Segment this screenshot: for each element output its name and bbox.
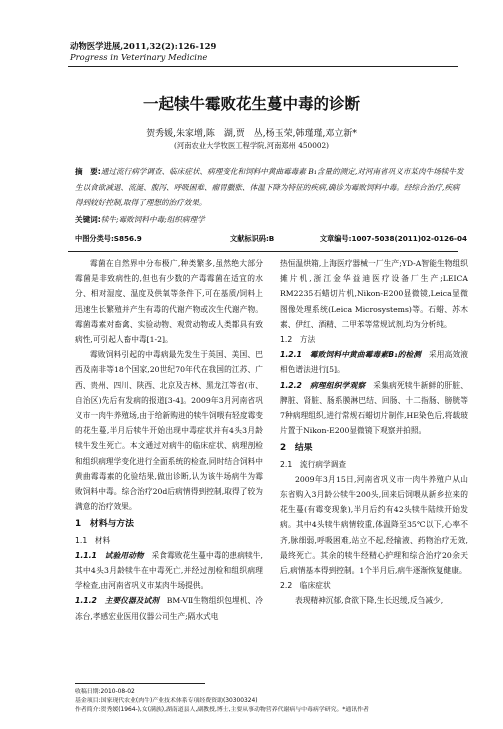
document-code: 文献标识码:B bbox=[230, 234, 275, 243]
journal-header-en: Progress in Veterinary Medicine bbox=[70, 52, 208, 62]
paragraph-label: 1.2.2 病理组织学观察 bbox=[280, 380, 366, 390]
paragraph-label: 1.2.1 霉败饲料中黄曲霉毒素B₁的检测 bbox=[280, 350, 422, 360]
keywords bbox=[75, 214, 467, 225]
clc-number: 中图分类号:S856.9 bbox=[75, 234, 142, 243]
body-paragraph: 霉菌在自然界中分布极广,种类繁多,虽然绝大部分霉菌是非致病性的,但也有少数的产毒霉菌在适宜的水分、相对湿度、温度及供氧等条件下,可在基质/饲料上迅速生长繁殖并产生有毒的代谢产物或次生代谢产物。霉菌毒素对畜禽、实验动物、观赏动物或人类都具有致病性,可引起人畜中毒[1-2]。 bbox=[75, 259, 263, 345]
section-heading: 1 材料与方法 bbox=[75, 519, 134, 530]
subsection-heading: 1.1 材料 bbox=[75, 535, 111, 545]
section-heading: 2 结果 bbox=[280, 443, 313, 454]
footnote bbox=[75, 688, 475, 716]
subsection-heading: 2.2 临床症状 bbox=[280, 581, 331, 591]
fund-note: 基金项目:国家现代农业(肉牛)产业技术体系专项经费资助(30300324) bbox=[75, 698, 258, 705]
section-rule bbox=[68, 251, 458, 252]
subsection-heading: 2.1 流行病学调查 bbox=[280, 459, 347, 469]
keywords-label: 关键词: bbox=[75, 215, 101, 224]
article-affiliation: (河南农业大学牧医工程学院,河南郑州 450002) bbox=[174, 141, 329, 150]
journal-header: 动物医学进展,2011,32(2):126-129 bbox=[70, 41, 217, 51]
body-paragraph: 2009年3月15日,河南省巩义市一肉牛养殖户从山东省购入3月龄公犊牛200头,回来后饲喂从新乡拉来的花生蔓(有霉变现象),半月后约有42头犊牛陆续开始发病。其中4头犊牛病情较重,体温降至35℃以下,心率不齐,脉细弱,呼吸困难,站立不起,经输液、药物治疗无效,最终死亡。其余的犊牛经精心护理和综合治疗20余天后,病情基本得到控制。1个半月后,病牛逐渐恢复健康。 bbox=[280, 474, 468, 576]
body-left-column bbox=[75, 256, 263, 624]
keywords-text: 犊牛;霉败饲料中毒;组织病理学 bbox=[100, 215, 205, 224]
classification-row bbox=[75, 234, 467, 246]
footnote-rule bbox=[75, 683, 205, 684]
subsection-heading: 1.2 方法 bbox=[280, 335, 316, 345]
article-title: 一起犊牛霉败花生蔓中毒的诊断 bbox=[142, 94, 360, 113]
article-number: 文章编号:1007-5038(2011)02-0126-04 bbox=[319, 234, 467, 243]
body-paragraph: 热恒温烘箱,上海医疗器械一厂生产;YD-A智能生物组织摊片机,浙江金华益迪医疗设备厂生产;LEICA RM2235石蜡切片机,Nikon-E200显微镜,Leica显微图像处理系统(Leica Microsystems)等。石蜡、苏木素、伊红、酒精、二甲苯等常规试剂,均为分析纯。 bbox=[280, 259, 468, 329]
labeled-paragraph bbox=[280, 378, 468, 439]
author-note: 作者简介:贺秀媛(1964-),女(满族),湖南道县人,副教授,博士,主要从事动物营养代谢病与中毒病学研究。*通讯作者 bbox=[75, 707, 369, 714]
labeled-paragraph bbox=[75, 593, 263, 623]
header-rule bbox=[68, 66, 458, 67]
received-date: 收稿日期:2010-08-02 bbox=[75, 689, 135, 695]
abstract bbox=[75, 164, 467, 211]
paragraph-text: BM-VⅡ生物组织包埋机、冷冻台,孝感宏业医用仪器公司生产;隔水式电 bbox=[75, 596, 263, 621]
body-right-column bbox=[280, 256, 468, 609]
labeled-paragraph bbox=[75, 548, 263, 594]
body-paragraph: 霉败饲料引起的中毒病最先发生于英国、美国、巴西及南非等18个国家,20世纪70年代在我国的江苏、广西、贵州、四川、陕西、北京及吉林、黑龙江等省(市、自治区)先后有发病的报道[3-4]。2009年3月河南省巩义市一肉牛养殖场,由于给新购进的犊牛饲喂有轻度霉变的花生蔓,半月后犊牛开始出现中毒症状并有4头3月龄犊牛发生死亡。本文通过对病牛的临床症状、病理剖检和组织病理学变化进行全面系统的检查,同时结合饲料中黄曲霉毒素的化验结果,做出诊断,认为该牛场病牛为霉败饲料中毒。综合治疗20d后病情得到控制,取得了较为满意的治疗效果。 bbox=[75, 350, 263, 512]
labeled-paragraph bbox=[280, 347, 468, 377]
paragraph-label: 1.1.2 主要仪器及试剂 bbox=[75, 596, 160, 606]
paragraph-text: 采食霉败花生蔓中毒的患病犊牛,其中4头3月龄犊牛在中毒死亡,并经过剖检和组织病理学检查,由河南省巩义市某肉牛场提供。 bbox=[75, 550, 264, 591]
paragraph-text: 采集病死犊牛新鲜的肝脏、脾脏、肾脏、肠系膜淋巴结、回肠、十二指肠、膀胱等7种病理组织,进行常规石蜡切片制作,HE染色后,将载玻片置于Nikon-E200显微镜下观察并拍照。 bbox=[280, 380, 468, 436]
paragraph-text: 采用高效液相色谱法进行[5]。 bbox=[280, 350, 468, 375]
abstract-label: 摘 要: bbox=[75, 167, 101, 176]
paragraph-label: 1.1.1 试验用动物 bbox=[75, 550, 144, 560]
abstract-text: 通过流行病学调查、临床症状、病理变化和饲料中黄曲霉毒素 B₁含量的测定,对河南省巩义市某肉牛场犊牛发生以食欲减退、流涎、腹泻、呼吸困难、瘤胃臌胀、体温下降为特征的疾病,确诊为霉败饲料中毒。经综合治疗,疾病得到较好控制,取得了理想的治疗效果。 bbox=[75, 167, 464, 207]
article-authors: 贺秀媛,朱家增,陈 湖,贾 丛,杨玉荣,韩瑾瑾,邓立新* bbox=[146, 129, 357, 139]
body-paragraph: 表现精神沉郁,食欲下降,生长迟缓,反刍减少, bbox=[295, 596, 444, 606]
